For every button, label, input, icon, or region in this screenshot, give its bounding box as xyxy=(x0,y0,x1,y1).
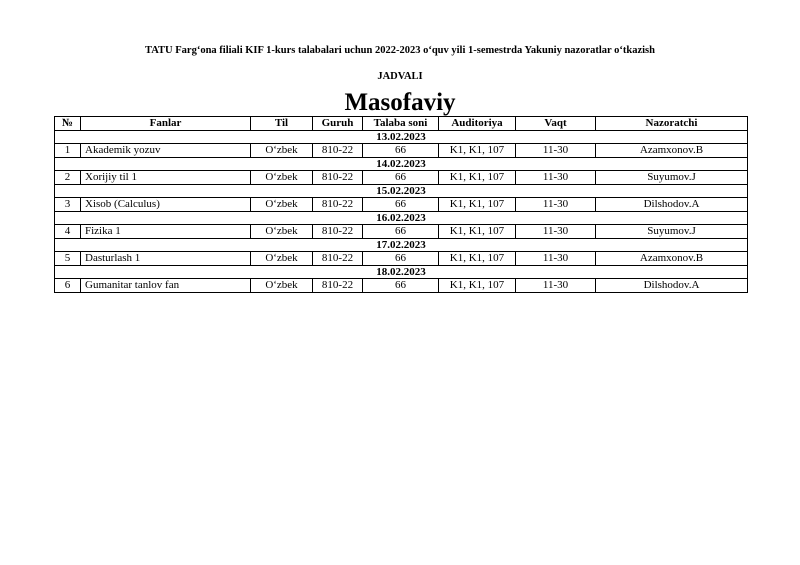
room-cell: K1, K1, 107 xyxy=(439,252,516,266)
date-row xyxy=(55,211,748,225)
proctor-cell: Suyumov.J xyxy=(596,171,748,185)
student-count-cell: 66 xyxy=(363,144,439,158)
row-number: 6 xyxy=(55,279,81,293)
table-row xyxy=(55,252,748,266)
student-count-cell: 66 xyxy=(363,279,439,293)
student-count-cell: 66 xyxy=(363,225,439,239)
group-cell: 810-22 xyxy=(313,144,363,158)
group-cell: 810-22 xyxy=(313,198,363,212)
header-language: Til xyxy=(251,117,313,131)
date-row xyxy=(55,130,748,144)
header-number: № xyxy=(55,117,81,131)
room-cell: K1, K1, 107 xyxy=(439,279,516,293)
time-cell: 11-30 xyxy=(516,279,596,293)
row-number: 1 xyxy=(55,144,81,158)
date-row xyxy=(55,238,748,252)
table-header-row xyxy=(55,117,748,131)
time-cell: 11-30 xyxy=(516,171,596,185)
student-count-cell: 66 xyxy=(363,171,439,185)
document-heading: Masofaviy xyxy=(344,89,456,116)
student-count-cell: 66 xyxy=(363,252,439,266)
group-cell: 810-22 xyxy=(313,279,363,293)
subject-cell: Gumanitar tanlov fan xyxy=(81,279,251,293)
group-cell: 810-22 xyxy=(313,225,363,239)
group-cell: 810-22 xyxy=(313,171,363,185)
proctor-cell: Dilshodov.A xyxy=(596,198,748,212)
subject-cell: Fizika 1 xyxy=(81,225,251,239)
table-row xyxy=(55,144,748,158)
subject-cell: Dasturlash 1 xyxy=(81,252,251,266)
row-number: 3 xyxy=(55,198,81,212)
language-cell: O‘zbek xyxy=(251,225,313,239)
date-row xyxy=(55,184,748,198)
language-cell: O‘zbek xyxy=(251,252,313,266)
table-row xyxy=(55,225,748,239)
student-count-cell: 66 xyxy=(363,198,439,212)
time-cell: 11-30 xyxy=(516,198,596,212)
language-cell: O‘zbek xyxy=(251,171,313,185)
language-cell: O‘zbek xyxy=(251,144,313,158)
table-body xyxy=(55,130,748,292)
proctor-cell: Dilshodov.A xyxy=(596,279,748,293)
time-cell: 11-30 xyxy=(516,144,596,158)
exam-schedule-table xyxy=(54,116,748,293)
subject-cell: Akademik yozuv xyxy=(81,144,251,158)
subject-cell: Xisob (Calculus) xyxy=(81,198,251,212)
exam-date: 14.02.2023 xyxy=(55,157,748,171)
proctor-cell: Azamxonov.B xyxy=(596,144,748,158)
header-room: Auditoriya xyxy=(439,117,516,131)
table-row xyxy=(55,198,748,212)
time-cell: 11-30 xyxy=(516,252,596,266)
language-cell: O‘zbek xyxy=(251,279,313,293)
room-cell: K1, K1, 107 xyxy=(439,144,516,158)
header-student-count: Talaba soni xyxy=(363,117,439,131)
group-cell: 810-22 xyxy=(313,252,363,266)
room-cell: K1, K1, 107 xyxy=(439,225,516,239)
time-cell: 11-30 xyxy=(516,225,596,239)
exam-date: 17.02.2023 xyxy=(55,238,748,252)
row-number: 5 xyxy=(55,252,81,266)
room-cell: K1, K1, 107 xyxy=(439,198,516,212)
language-cell: O‘zbek xyxy=(251,198,313,212)
room-cell: K1, K1, 107 xyxy=(439,171,516,185)
date-row xyxy=(55,157,748,171)
exam-date: 16.02.2023 xyxy=(55,211,748,225)
exam-date: 15.02.2023 xyxy=(55,184,748,198)
table-row xyxy=(55,171,748,185)
exam-date: 18.02.2023 xyxy=(55,265,748,279)
header-subjects: Fanlar xyxy=(81,117,251,131)
row-number: 4 xyxy=(55,225,81,239)
row-number: 2 xyxy=(55,171,81,185)
header-group: Guruh xyxy=(313,117,363,131)
header-proctor: Nazoratchi xyxy=(596,117,748,131)
table-row xyxy=(55,279,748,293)
subject-cell: Xorijiy til 1 xyxy=(81,171,251,185)
document-subtitle: JADVALI xyxy=(377,71,423,82)
header-time: Vaqt xyxy=(516,117,596,131)
date-row xyxy=(55,265,748,279)
exam-date: 13.02.2023 xyxy=(55,130,748,144)
proctor-cell: Suyumov.J xyxy=(596,225,748,239)
document-title: TATU Farg‘ona filiali KIF 1-kurs talabalari uchun 2022-2023 o‘quv yili 1-semestrda Yakuniy nazoratlar o‘tkazish xyxy=(145,45,655,56)
proctor-cell: Azamxonov.B xyxy=(596,252,748,266)
